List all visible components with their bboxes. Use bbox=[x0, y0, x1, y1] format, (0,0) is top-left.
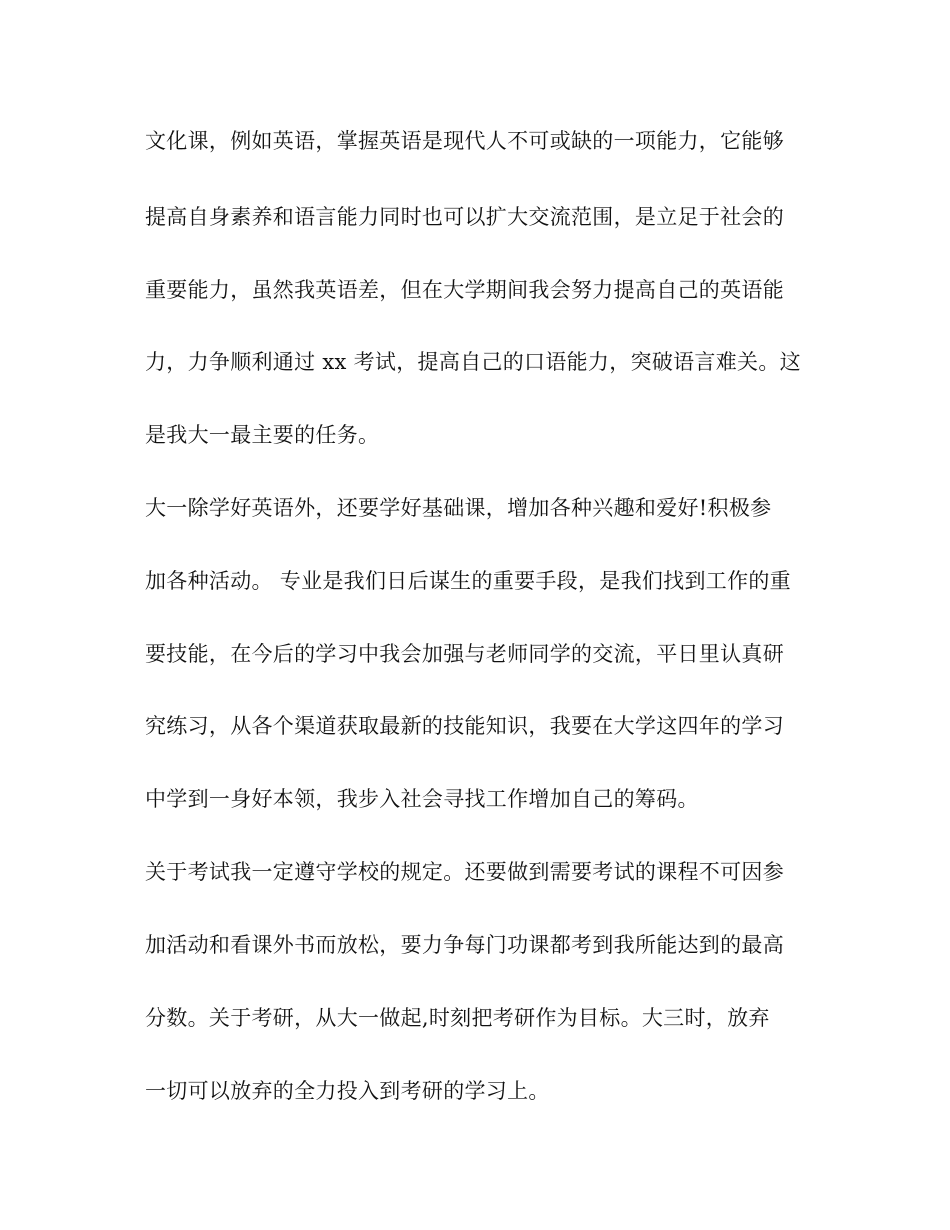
text-line: 要技能，在今后的学习中我会加强与老师同学的交流，平日里认真研 bbox=[145, 642, 784, 666]
text-line: 文化课，例如英语，掌握英语是现代人不可或缺的一项能力，它能够 bbox=[145, 129, 784, 153]
text-line: 加活动和看课外书而放松，要力争每门功课都考到我所能达到的最高 bbox=[145, 933, 784, 957]
text-line: 大一除学好英语外，还要学好基础课，增加各种兴趣和爱好!积极参 bbox=[145, 496, 772, 520]
text-line: 提高自身素养和语言能力同时也可以扩大交流范围，是立足于社会的 bbox=[145, 205, 784, 229]
text-line: 加各种活动。 专业是我们日后谋生的重要手段，是我们找到工作的重 bbox=[145, 569, 791, 593]
text-line: 是我大一最主要的任务。 bbox=[145, 423, 380, 447]
text-line: 重要能力，虽然我英语差，但在大学期间我会努力提高自己的英语能 bbox=[145, 278, 784, 302]
text-line: 中学到一身好本领，我步入社会寻找工作增加自己的筹码。 bbox=[145, 787, 699, 811]
text-line: 力，力争顺利通过 xx 考试，提高自己的口语能力，突破语言难关。这 bbox=[145, 350, 801, 374]
text-line: 关于考试我一定遵守学校的规定。还要做到需要考试的课程不可因参 bbox=[145, 860, 784, 884]
text-line: 分数。关于考研，从大一做起,时刻把考研作为目标。大三时，放弃 bbox=[145, 1006, 770, 1030]
text-line: 一切可以放弃的全力投入到考研的学习上。 bbox=[145, 1079, 550, 1103]
text-line: 究练习，从各个渠道获取最新的技能知识，我要在大学这四年的学习 bbox=[145, 714, 784, 738]
